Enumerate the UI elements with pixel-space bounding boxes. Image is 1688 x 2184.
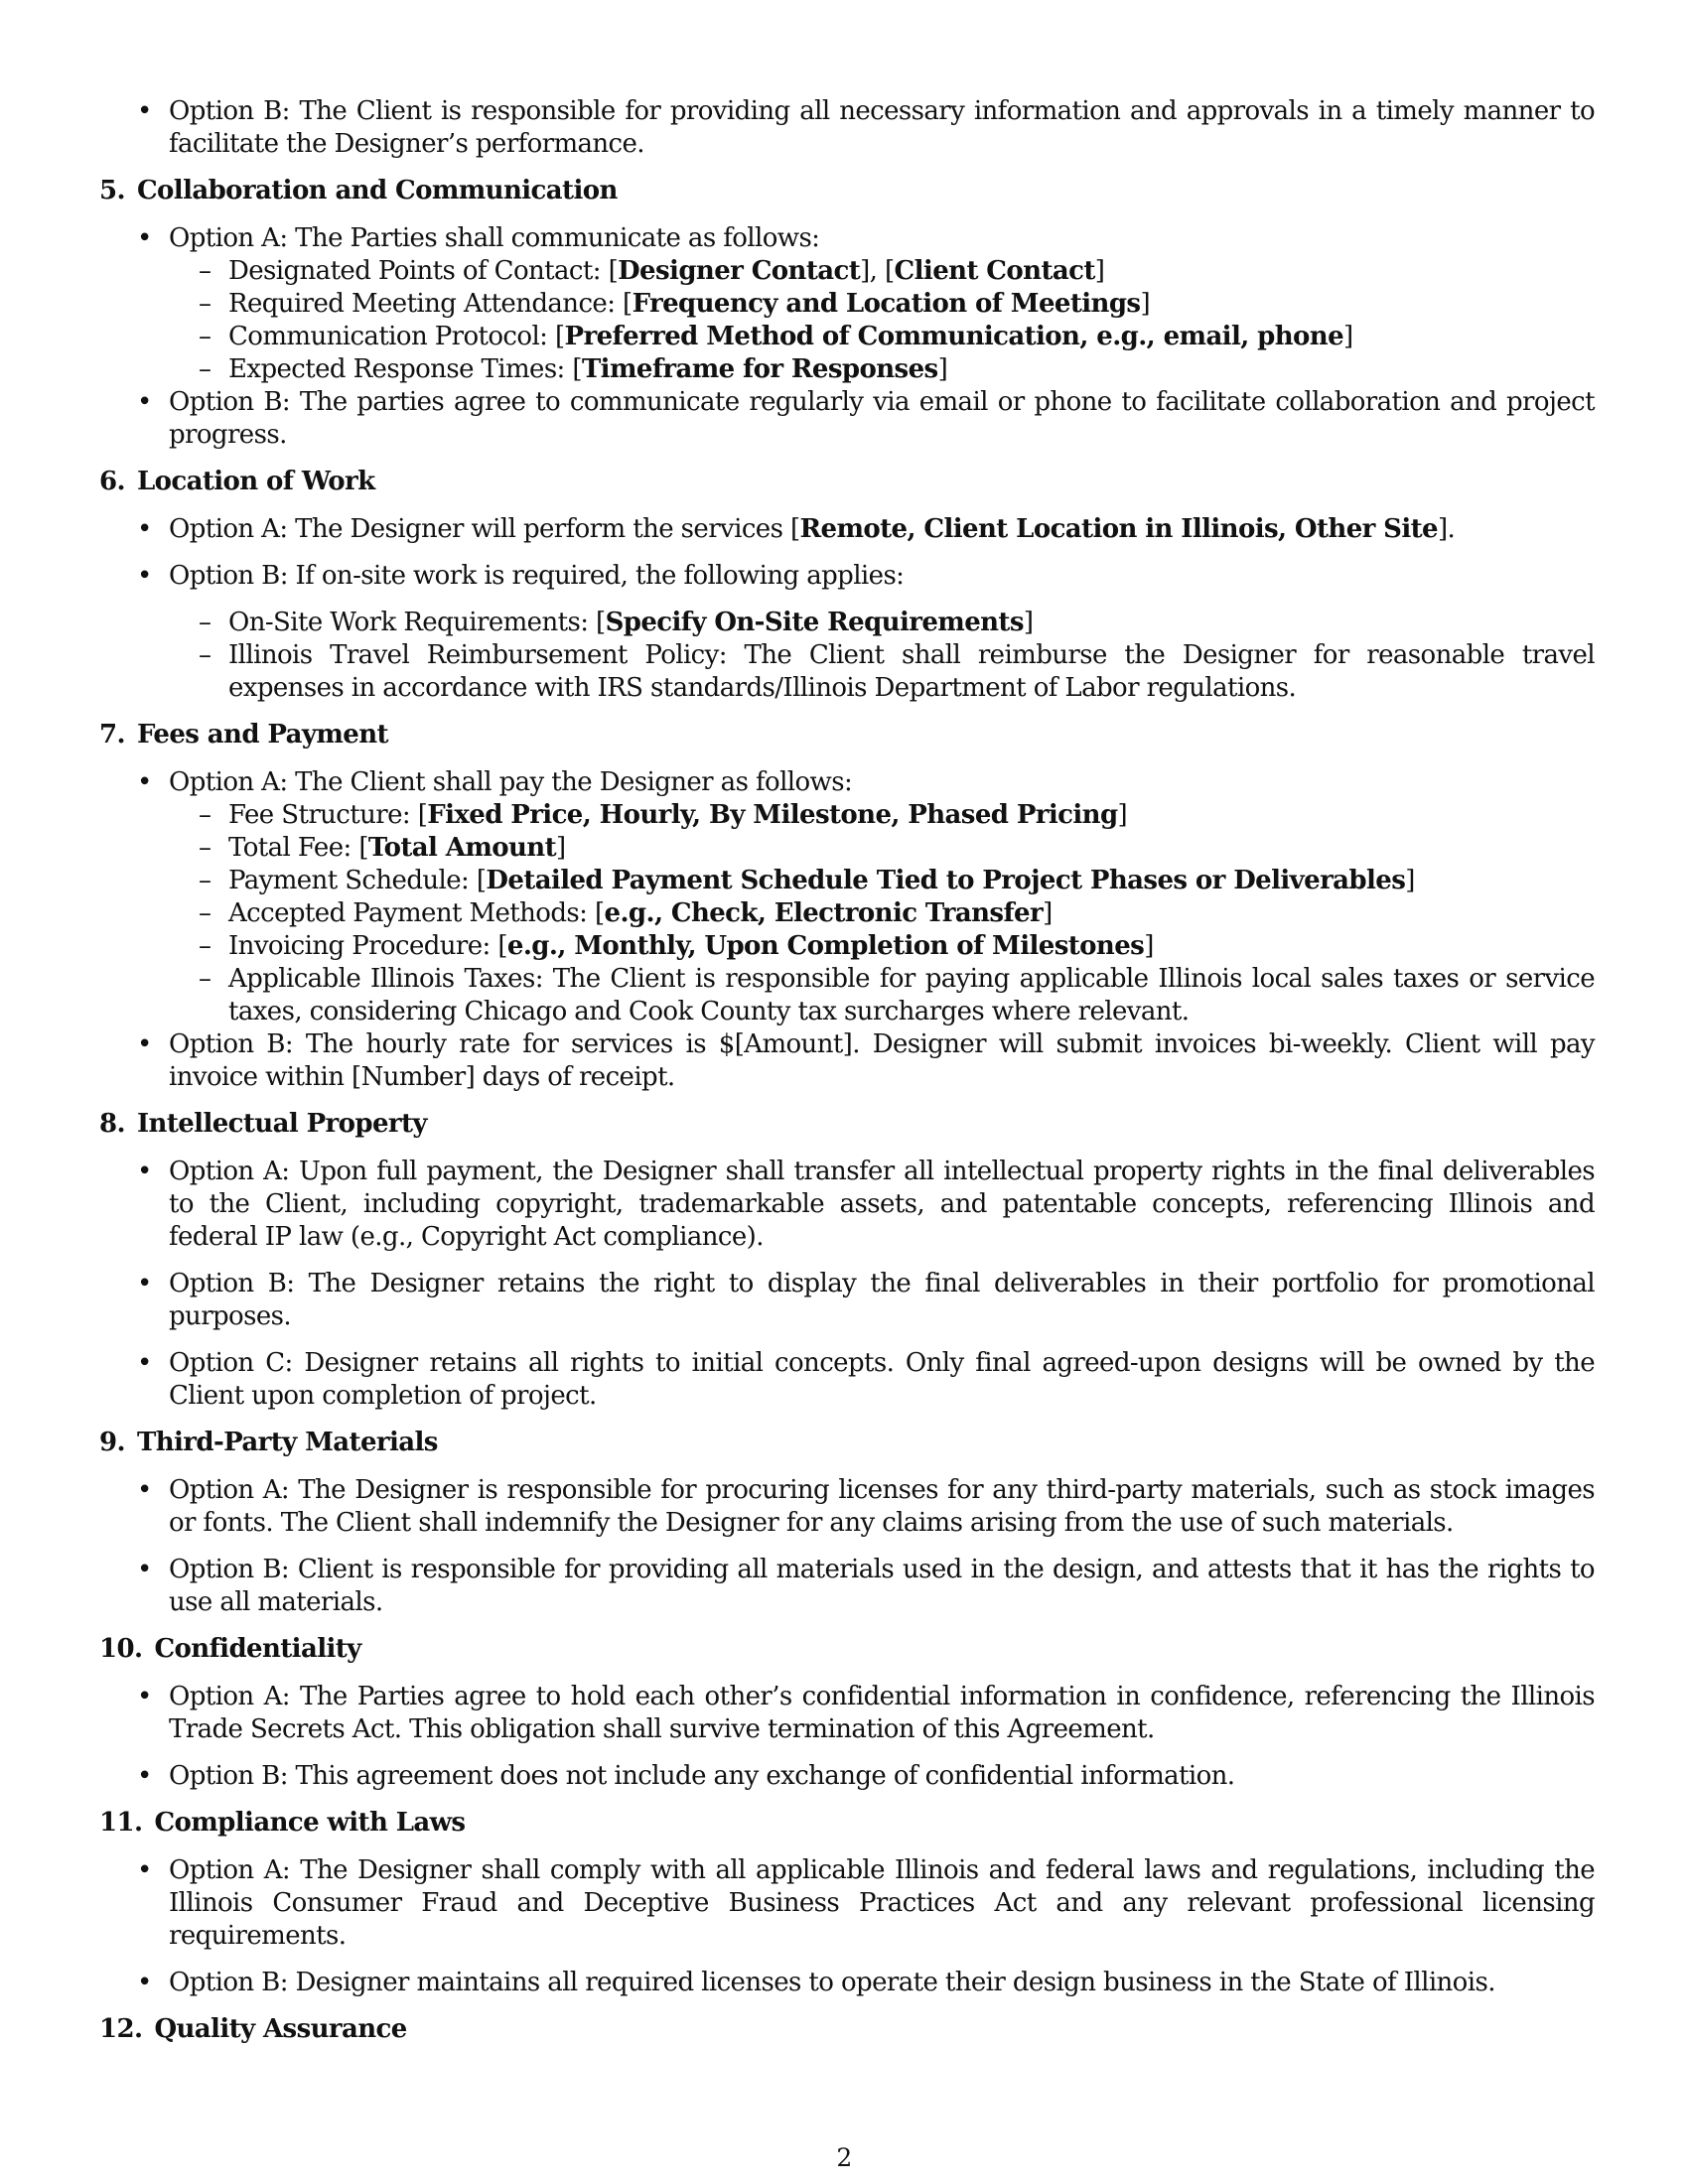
section-number: 10.: [99, 1634, 143, 1664]
section-confidentiality: [99, 1633, 1595, 1793]
section-heading: [99, 175, 1595, 207]
option-a: • Option A: The Designer shall comply with all applicable Illinois and federal laws and regulations, including the Illinois Consumer Fraud and Deceptive Business Practices Act and any relevant professional licensing requirements.: [99, 1854, 1595, 1953]
option-b: • Option B: The Designer retains the right to display the final deliverables in their portfolio for promotional purposes.: [99, 1268, 1595, 1333]
section-title: Third-Party Materials: [136, 1428, 438, 1457]
section-heading: [99, 2013, 1595, 2046]
section-title: Compliance with Laws: [154, 1808, 466, 1838]
section-third-party-materials: [99, 1427, 1595, 1619]
intro-options: [99, 95, 1595, 161]
option-b: • Option B: This agreement does not include any exchange of confidential information.: [99, 1760, 1595, 1793]
option-a: • Option A: Upon full payment, the Designer shall transfer all intellectual property rights in the final deliverables to the Client, including copyright, trademarkable assets, and patentable concepts, referencing Illinois and federal IP law (e.g., Copyright Act compliance).: [99, 1156, 1595, 1254]
sub-item-invoicing-procedure: – Invoicing Procedure: [e.g., Monthly, Upon Completion of Milestones]: [169, 930, 1595, 963]
section-heading: [99, 1108, 1595, 1141]
section-title: Location of Work: [136, 467, 375, 496]
option-b: • Option B: The parties agree to communicate regularly via email or phone to facilitate collaboration and project progress.: [99, 386, 1595, 452]
section-number: 12.: [99, 2014, 143, 2044]
section-title: Confidentiality: [154, 1634, 361, 1664]
section-heading: [99, 1427, 1595, 1459]
section-heading: [99, 719, 1595, 751]
section-fees-and-payment: [99, 719, 1595, 1094]
section-title: Fees and Payment: [136, 720, 388, 750]
section-number: 7.: [99, 720, 125, 750]
option-c: • Option C: Designer retains all rights to initial concepts. Only final agreed-upon designs will be owned by the Client upon completion of project.: [99, 1347, 1595, 1413]
section-number: 11.: [99, 1808, 143, 1838]
option-a: • Option A: The Designer will perform the services [Remote, Client Location in Illinois, Other Site].: [99, 513, 1595, 546]
sub-item-travel-reimbursement: – Illinois Travel Reimbursement Policy: The Client shall reimburse the Designer for reasonable travel expenses in accordance with IRS standards/Illinois Department of Labor regulations.: [169, 639, 1595, 705]
option-b-client-responsibility: • Option B: The Client is responsible for providing all necessary information and approvals in a timely manner to facilitate the Designer’s performance.: [99, 95, 1595, 161]
section-quality-assurance: [99, 2013, 1595, 2046]
sub-item-meeting-attendance: – Required Meeting Attendance: [Frequency and Location of Meetings]: [169, 288, 1595, 321]
page-number: 2: [836, 2143, 852, 2172]
option-a: • Option A: The Client shall pay the Designer as follows: – Fee Structure: [Fixed Price, Hourly, By Milestone, Phased Pricing] – Total Fee: [Total Amount] – Payment Schedule: [Detailed Payment Schedule Tied to Project Phases or Deliverables] – Accepted Payment Methods: [e.g., Check, Electronic Transfer] – Invoicing Procedure: [e.g., Monthly, Upon Completion of Milestones] – Applicable Illinois Taxes: The Client is responsible for paying applicable Illinois local sales taxes or service taxes, considering Chicago and Cook County tax surcharges where relevant.: [99, 766, 1595, 1028]
sub-item-points-of-contact: – Designated Points of Contact: [Designer Contact], [Client Contact]: [169, 255, 1595, 288]
section-intellectual-property: [99, 1108, 1595, 1413]
section-heading: [99, 466, 1595, 498]
option-b: • Option B: If on-site work is required, the following applies: – On-Site Work Requirements: [Specify On-Site Requirements] – Illinois Travel Reimbursement Policy: The Client shall reimburse the Designer for reasonable travel expenses in accordance with IRS standards/Illinois Department of Labor regulations.: [99, 560, 1595, 705]
section-heading: [99, 1633, 1595, 1666]
option-b: • Option B: Designer maintains all required licenses to operate their design business in the State of Illinois.: [99, 1967, 1595, 1999]
option-a: • Option A: The Parties shall communicate as follows: – Designated Points of Contact: [Designer Contact], [Client Contact] – Required Meeting Attendance: [Frequency and Location of Meetings] – Communication Protocol: [Preferred Method of Communication, e.g., email, phone] – Expected Response Times: [Timeframe for Responses]: [99, 222, 1595, 386]
sub-item-payment-methods: – Accepted Payment Methods: [e.g., Check, Electronic Transfer]: [169, 897, 1595, 930]
section-title: Quality Assurance: [154, 2014, 407, 2044]
section-compliance-with-laws: [99, 1807, 1595, 1999]
option-a: • Option A: The Parties agree to hold each other’s confidential information in confidence, referencing the Illinois Trade Secrets Act. This obligation shall survive termination of this Agreement.: [99, 1681, 1595, 1746]
section-title: Collaboration and Communication: [136, 176, 618, 205]
sub-item-onsite-requirements: – On-Site Work Requirements: [Specify On-Site Requirements]: [169, 607, 1595, 639]
option-a: • Option A: The Designer is responsible for procuring licenses for any third-party materials, such as stock images or fonts. The Client shall indemnify the Designer for any claims arising from the use of such materials.: [99, 1474, 1595, 1540]
sub-item-communication-protocol: – Communication Protocol: [Preferred Method of Communication, e.g., email, phone]: [169, 321, 1595, 353]
section-number: 5.: [99, 176, 125, 205]
section-location-of-work: [99, 466, 1595, 705]
section-collaboration: [99, 175, 1595, 452]
sub-item-payment-schedule: – Payment Schedule: [Detailed Payment Schedule Tied to Project Phases or Deliverables]: [169, 865, 1595, 897]
sub-item-fee-structure: – Fee Structure: [Fixed Price, Hourly, By Milestone, Phased Pricing]: [169, 799, 1595, 832]
sub-item-response-times: – Expected Response Times: [Timeframe for Responses]: [169, 353, 1595, 386]
sub-item-total-fee: – Total Fee: [Total Amount]: [169, 832, 1595, 865]
section-number: 6.: [99, 467, 125, 496]
section-number: 8.: [99, 1109, 125, 1139]
section-heading: [99, 1807, 1595, 1840]
sub-item-illinois-taxes: – Applicable Illinois Taxes: The Client is responsible for paying applicable Illinois local sales taxes or service taxes, considering Chicago and Cook County tax surcharges where relevant.: [169, 963, 1595, 1028]
section-title: Intellectual Property: [136, 1109, 427, 1139]
section-number: 9.: [99, 1428, 125, 1457]
option-b: • Option B: Client is responsible for providing all materials used in the design, and attests that it has the rights to use all materials.: [99, 1554, 1595, 1619]
option-b: • Option B: The hourly rate for services is $[Amount]. Designer will submit invoices bi-weekly. Client will pay invoice within [Number] days of receipt.: [99, 1028, 1595, 1094]
